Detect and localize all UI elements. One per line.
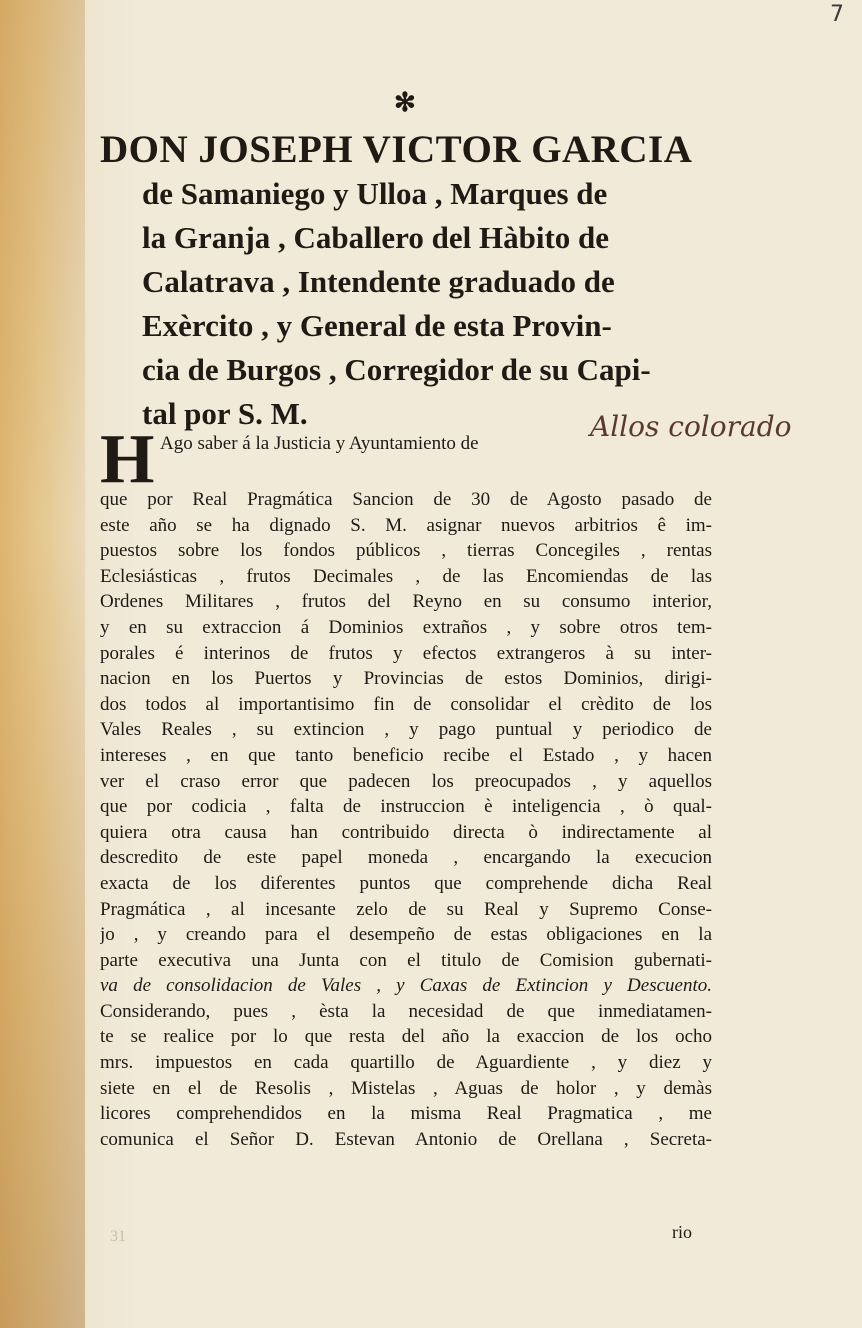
- intro-first-line: Ago saber á la Justicia y Ayuntamiento de: [160, 433, 479, 454]
- title-line: Calatrava , Intendente graduado de: [142, 264, 615, 299]
- faint-page-number: 31: [110, 1228, 126, 1245]
- body-line: va de consolidacion de Vales , y Caxas de Extincion y Descuento.: [100, 975, 712, 997]
- body-line: porales é interinos de frutos y efectos extrangeros à su inter-: [100, 642, 712, 664]
- body-line: nacion en los Puertos y Provincias de estos Dominios, dirigi-: [100, 668, 712, 690]
- title-line: Exèrcito , y General de esta Provin-: [142, 308, 612, 343]
- body-line: Vales Reales , su extincion , y pago puntual y periodico de: [100, 719, 712, 741]
- title-line-1: DON JOSEPH VICTOR GARCIA: [100, 128, 693, 171]
- body-line: Ordenes Militares , frutos del Reyno en su consumo interior,: [100, 591, 712, 613]
- drop-cap: H: [100, 421, 155, 498]
- body-line: mrs. impuestos en cada quartillo de Aguardiente , y diez y: [100, 1052, 712, 1074]
- body-line: licores comprehendidos en la misma Real Pragmatica , me: [100, 1103, 712, 1125]
- page-mark: 7: [830, 2, 844, 27]
- body-line: este año se ha dignado S. M. asignar nuevos arbitrios ê im-: [100, 514, 712, 536]
- body-line: y en su extraccion á Dominios extraños , y sobre otros tem-: [100, 616, 712, 638]
- body-line: parte executiva una Junta con el titulo de Comision gubernati-: [100, 949, 712, 971]
- title-line: de Samaniego y Ulloa , Marques de: [142, 176, 608, 211]
- body-line: jo , y creando para el desempeño de estas obligaciones en la: [100, 924, 712, 946]
- title-block: [100, 128, 720, 436]
- handwritten-name: Allos colorado: [590, 410, 792, 443]
- title-line: cia de Burgos , Corregidor de su Capi-: [142, 352, 651, 387]
- title-line: tal por S. M.: [142, 396, 308, 431]
- body-line: dos todos al importantisimo fin de consolidar el crèdito de los: [100, 693, 712, 715]
- body-line: Pragmática , al incesante zelo de su Real y Supremo Conse-: [100, 898, 712, 920]
- body-text: [100, 487, 712, 1152]
- body-line: te se realice por lo que resta del año la exaccion de los ocho: [100, 1026, 712, 1048]
- body-line: que por Real Pragmática Sancion de 30 de Agosto pasado de: [100, 489, 712, 510]
- body-line: puestos sobre los fondos públicos , tierras Concegiles , rentas: [100, 540, 712, 562]
- body-line: comunica el Señor D. Estevan Antonio de Orellana , Secreta-: [100, 1128, 712, 1150]
- body-line: exacta de los diferentes puntos que comprehende dicha Real: [100, 872, 712, 894]
- body-line: que por codicia , falta de instruccion è inteligencia , ò qual-: [100, 796, 712, 818]
- body-line: Considerando, pues , èsta la necesidad de que inmediatamen-: [100, 1000, 712, 1022]
- body-line: Eclesiásticas , frutos Decimales , de las Encomiendas de las: [100, 565, 712, 587]
- body-line: intereses , en que tanto beneficio recibe el Estado , y hacen: [100, 744, 712, 766]
- body-line: ver el craso error que padecen los preocupados , y aquellos: [100, 770, 712, 792]
- paper-stain: [0, 0, 85, 1328]
- title-rest: [100, 172, 720, 436]
- body-line: siete en el de Resolis , Mistelas , Aguas de holor , y demàs: [100, 1077, 712, 1099]
- body-line: quiera otra causa han contribuido directa ò indirectamente al: [100, 821, 712, 843]
- body-line: descredito de este papel moneda , encargando la execucion: [100, 847, 712, 869]
- catchword: rio: [672, 1222, 692, 1242]
- title-line: la Granja , Caballero del Hàbito de: [142, 220, 610, 255]
- ornament: ✻: [394, 88, 416, 118]
